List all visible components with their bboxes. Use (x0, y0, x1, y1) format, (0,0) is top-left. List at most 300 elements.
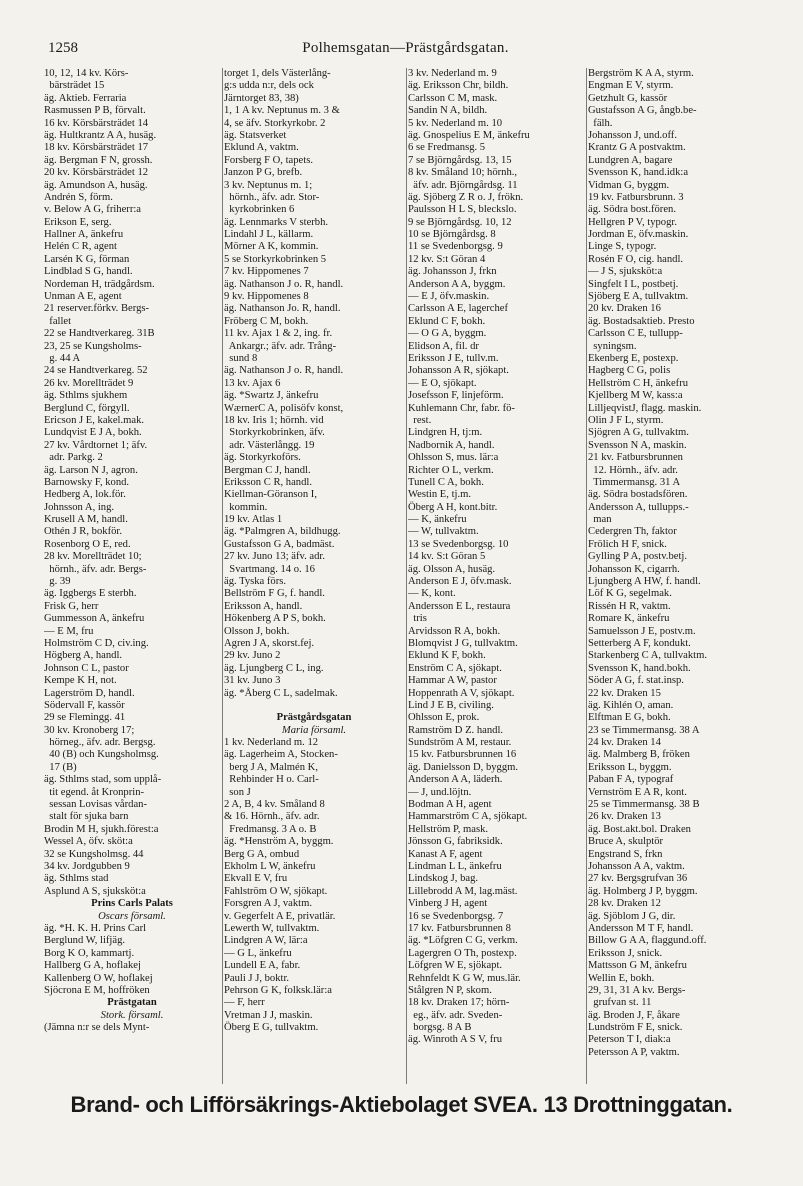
directory-line: Elftman E G, bokh. (588, 712, 671, 724)
directory-line: Stork. församl. (100, 1009, 164, 1021)
directory-line: Vidman G, byggm. (588, 179, 670, 191)
directory-line: Kanast A F, agent (408, 848, 483, 860)
directory-line: Engman E V, styrm. (588, 80, 674, 92)
directory-line: Othén J R, bokför. (44, 526, 122, 538)
directory-line: Gustafsson G A, badmäst. (224, 538, 335, 550)
directory-line: 31 kv. Juno 3 (224, 675, 281, 687)
directory-line: 28 kv. Morellträdet 10; (44, 551, 142, 563)
directory-line: WærnerC A, polisöfv konst, (224, 402, 344, 414)
directory-line: Hagberg C G, polis (588, 365, 671, 377)
directory-line: Linge S, typogr. (588, 241, 657, 253)
directory-line: 24 se Handtverkareg. 52 (44, 365, 148, 377)
directory-line: Nordeman H, trädgårdsm. (44, 278, 155, 290)
directory-line: Löfgren W E, sjökapt. (408, 960, 503, 972)
directory-line: Sjöberg E A, tullvaktm. (588, 291, 689, 303)
directory-line: Södervall F, kassör (44, 699, 125, 711)
directory-line: Mattsson G M, änkefru (588, 960, 687, 972)
directory-line: v. Below A G, friherr:a (44, 204, 141, 216)
directory-line: Gylling P A, postv.betj. (588, 551, 687, 563)
directory-line: Paulsson H L S, bleckslo. (408, 204, 517, 216)
directory-line: Lagerström D, handl. (44, 687, 135, 699)
directory-line: berg J A, Malmén K, (224, 761, 318, 773)
directory-line: 10, 12, 14 kv. Körs- (44, 68, 129, 79)
directory-line: 9 kv. Hippomenes 8 (224, 291, 309, 303)
directory-line: Fahlström O W, sjökapt. (224, 885, 328, 897)
directory-line: äg. Hultkrantz A A, husäg. (44, 129, 157, 141)
directory-line: Lind J E B, civiling. (408, 699, 494, 711)
directory-line: adr. Parkg. 2 (44, 452, 103, 464)
directory-line: Peterson T I, diak:a (588, 1034, 671, 1046)
directory-line: Storkyrkobrinken, äfv. (224, 427, 325, 439)
directory-line: äg. Sthlms sjukhem (44, 390, 128, 402)
directory-line: äg. Storkyrkoförs. (224, 452, 301, 464)
directory-line: Kiellman-Göranson I, (224, 489, 317, 501)
directory-line: 1, 1 A kv. Neptunus m. 3 & (224, 105, 340, 117)
directory-line: 5 se Storkyrkobrinken 5 (224, 253, 327, 265)
directory-line: Ekholm L W, änkefru (224, 861, 316, 872)
directory-line: Brodin M H, sjukh.förest:a (44, 823, 159, 835)
directory-line: Anderson A A, läderh. (408, 774, 503, 786)
directory-line: äg. Winroth A S V, fru (408, 1034, 503, 1046)
directory-line: 29 kv. Juno 2 (224, 650, 281, 662)
directory-column-2 (224, 68, 404, 1034)
directory-line: Berg G A, ombud (224, 848, 300, 860)
directory-line: Johansson A R, sjökapt. (408, 365, 509, 377)
directory-line: kommin. (224, 501, 268, 513)
directory-line: (Jämna n:r se dels Mynt- (44, 1022, 150, 1034)
directory-line: Barnowsky F, kond. (44, 476, 130, 488)
directory-line: Janzon P G, brefb. (224, 167, 303, 179)
directory-line: 3 kv. Neptunus m. 1; (224, 179, 313, 191)
directory-line: 13 kv. Ajax 6 (224, 377, 281, 389)
directory-line: — G L, änkefru (224, 947, 292, 959)
directory-line: äg. Sthlms stad, som upplå- (44, 774, 162, 786)
directory-line: Öberg E G, tullvaktm. (224, 1022, 319, 1034)
directory-line: Bergström K A A, styrm. (588, 68, 694, 79)
directory-line: Vernström E A R, kont. (588, 786, 687, 798)
directory-line: rest. (408, 414, 432, 426)
directory-line: syningsm. (588, 340, 637, 352)
directory-line: Lindskog J, bag. (408, 873, 479, 885)
directory-line: Pauli J J, boktr. (224, 972, 290, 984)
directory-line: Löf K G, segelmak. (588, 588, 672, 600)
directory-line: Hammarström C A, sjökapt. (408, 811, 528, 823)
directory-line: Lindgren A W, lär:a (224, 935, 308, 947)
directory-line: Wellin E, bokh. (588, 972, 655, 984)
directory-line: 11 se Svedenborgsg. 9 (408, 241, 503, 253)
directory-line: Richter O L, verkm. (408, 464, 494, 476)
directory-line: äg. Olsson A, husäg. (408, 563, 496, 575)
directory-line: Erikson E, serg. (44, 216, 112, 228)
directory-line: Nadbornik A, handl. (408, 439, 495, 451)
directory-line: äg. Lagerheim A, Stocken- (224, 749, 338, 761)
directory-line: Forsberg F O, tapets. (224, 154, 313, 166)
directory-line: äg. Nathanson Jo. R, handl. (224, 303, 341, 315)
directory-line: Svensson K, hand.bokh. (588, 662, 691, 674)
directory-line: Oscars församl. (98, 910, 166, 922)
directory-line: Borg K O, kammartj. (44, 947, 135, 959)
directory-line: äg. Sthlms stad (44, 873, 109, 885)
directory-line: Ohlsson E, prok. (408, 712, 480, 724)
directory-line: Högberg A, handl. (44, 650, 123, 662)
directory-line: Hökenberg A P S, bokh. (224, 613, 326, 625)
directory-line: Kempe K H, not. (44, 675, 117, 687)
directory-line: Ericson J E, kakel.mak. (44, 414, 145, 426)
directory-line: Rasmussen P B, förvalt. (44, 105, 146, 117)
directory-line: äg. *Palmgren A, bildhugg. (224, 526, 341, 538)
directory-line: Lundell E A, fabr. (224, 960, 301, 972)
directory-line: — O G A, byggm. (408, 328, 487, 340)
directory-line: Gummesson A, änkefru (44, 613, 145, 625)
directory-line: Svensson N A, maskin. (588, 439, 687, 451)
directory-line: 25 se Timmermansg. 38 B (588, 799, 700, 811)
directory-line: — E O, sjökapt. (408, 377, 477, 389)
directory-line: Andrén S, förm. (44, 191, 113, 203)
directory-line: Olin J F L, styrm. (588, 414, 664, 426)
directory-line: Fröberg C M, bokh. (224, 315, 309, 327)
directory-line: Prins Carls Palats (91, 898, 173, 910)
directory-line: Johnsson A, ing. (44, 501, 115, 513)
directory-line: 18 kv. Körsbärsträdet 17 (44, 142, 149, 154)
directory-line: 22 se Handtverkareg. 31B (44, 328, 155, 340)
directory-line: Anderson A A, byggm. (408, 278, 506, 290)
directory-line: 13 se Svedenborgsg. 10 (408, 538, 509, 550)
directory-line: Eriksson J, snick. (588, 947, 663, 959)
directory-line: Rosén F O, cig. handl. (588, 253, 684, 265)
directory-line: Eriksson J E, tullv.m. (408, 352, 499, 364)
directory-column-3 (408, 68, 584, 1047)
directory-line: Rosenborg O E, red. (44, 538, 131, 550)
directory-line: Svartmang. 14 o. 16 (224, 563, 315, 575)
directory-line: Bruce A, skulptör (588, 836, 664, 848)
directory-line: Engstrand S, frkn (588, 848, 663, 860)
directory-line: Josefsson F, linjeförm. (408, 390, 504, 402)
directory-line: Petersson A P, vaktm. (588, 1046, 680, 1058)
directory-line: Lundgren A, bagare (588, 154, 673, 166)
directory-line: Ljungberg A HW, f. handl. (588, 576, 701, 588)
directory-line (224, 700, 404, 712)
directory-line: — E J, öfv.maskin. (408, 291, 490, 303)
directory-line: Kuhlemann Chr, fabr. fö- (408, 402, 515, 414)
directory-line: äg. Johansson J, frkn (408, 266, 497, 278)
directory-line: Hammar A W, pastor (408, 675, 497, 687)
directory-line: Setterberg A F, kondukt. (588, 637, 691, 649)
directory-line: Starkenberg C A, tullvaktm. (588, 650, 707, 662)
directory-line: 17 (B) (44, 761, 77, 773)
directory-line: Krantz G A postvaktm. (588, 142, 686, 154)
page-number: 1258 (48, 40, 78, 56)
directory-line: äg. *Löfgren C G, verkm. (408, 935, 518, 947)
directory-line: Lagergren O Th, postexp. (408, 947, 517, 959)
directory-line: Berglund W, lifjäg. (44, 935, 126, 947)
directory-line: Olsson J, bokh. (224, 625, 290, 637)
directory-line: 32 se Kungsholmsg. 44 (44, 848, 144, 860)
directory-line: äg. Larson N J, agron. (44, 464, 138, 476)
directory-line: äg. Nathanson J o. R, handl. (224, 365, 344, 377)
directory-line: Eklund C F, bokh. (408, 315, 486, 327)
directory-line: — E M, fru (44, 625, 94, 637)
directory-line: 9 se Björngårdsg. 10, 12 (408, 216, 512, 228)
directory-line: 23, 25 se Kungsholms- (44, 340, 142, 352)
directory-line: äg. Holmberg J P, byggm. (588, 885, 698, 897)
directory-line: Lundström F E, snick. (588, 1022, 683, 1034)
directory-line: Eklund A, vaktm. (224, 142, 299, 154)
directory-line: 27 kv. Juno 13; äfv. adr. (224, 551, 326, 563)
directory-line: 22 kv. Draken 15 (588, 687, 661, 699)
directory-line: äg. *H. K. H. Prins Carl (44, 922, 147, 934)
directory-line: Vretman J J, maskin. (224, 1009, 313, 1021)
directory-line: Svensson K, hand.idk:a (588, 167, 689, 179)
directory-line: Pehrson G K, folksk.lär:a (224, 984, 332, 996)
directory-line: — K, kont. (408, 588, 456, 600)
directory-line: 23 se Timmermansg. 38 A (588, 724, 700, 736)
directory-line: — J, und.löjtn. (408, 786, 472, 798)
directory-line: Romare K, änkefru (588, 613, 670, 625)
directory-line: Jönsson G, fabriksidk. (408, 836, 503, 848)
directory-line: 34 kv. Jordgubben 9 (44, 861, 130, 872)
directory-line: Öberg A H, kont.bitr. (408, 501, 498, 513)
directory-line: 40 (B) och Kungsholmsg. (44, 749, 159, 761)
directory-line: äg. Tyska förs. (224, 576, 287, 588)
directory-line: Järntorget 83, 38) (224, 92, 299, 104)
directory-line: Wessel A, öfv. sköt:a (44, 836, 133, 848)
directory-line: Paban F A, typograf (588, 774, 674, 786)
directory-line: Johansson K, cigarrh. (588, 563, 680, 575)
directory-line: Lindblad S G, handl. (44, 266, 133, 278)
directory-line: Rissén H R, vaktm. (588, 600, 671, 612)
column-divider (222, 68, 223, 1084)
directory-column-4 (588, 68, 764, 1059)
directory-line: Blomqvist J G, tullvaktm. (408, 637, 518, 649)
directory-line: sund 8 (224, 352, 258, 364)
directory-line: Bergman C J, handl. (224, 464, 311, 476)
directory-line: äg. Aktieb. Ferraria (44, 92, 127, 104)
directory-line: Lewerth W, tullvaktm. (224, 922, 320, 934)
directory-line: Elidson A, fil. dr (408, 340, 479, 352)
directory-line: 12. Hörnh., äfv. adr. (588, 464, 678, 476)
directory-line: Bodman A H, agent (408, 799, 492, 811)
directory-line: Asplund A S, sjuksköt:a (44, 885, 146, 897)
directory-line: adr. Västerlångg. 19 (224, 439, 315, 451)
directory-line: Rehbinder H o. Carl- (224, 774, 319, 786)
directory-line: Sandin N A, bildh. (408, 105, 488, 117)
page-header (48, 40, 763, 66)
directory-line: Arvidsson R A, bokh. (408, 625, 501, 637)
directory-line: Hellström C H, änkefru (588, 377, 689, 389)
directory-line: Anderson E J, öfv.mask. (408, 576, 512, 588)
directory-line: 18 kv. Draken 17; hörn- (408, 997, 510, 1009)
directory-line: Prästgatan (107, 997, 157, 1009)
directory-line: LilljeqvistJ, flagg. maskin. (588, 402, 702, 414)
directory-line: Frölich H F, snick. (588, 538, 667, 550)
directory-line: Mörner A K, kommin. (224, 241, 319, 253)
directory-line: äg. Södra bostadsfören. (588, 489, 688, 501)
column-divider (406, 68, 407, 1084)
directory-line: eg., äfv. adr. Sveden- (408, 1009, 503, 1021)
directory-line: 16 kv. Körsbärsträdet 14 (44, 117, 149, 129)
directory-line: Enström C A, sjökapt. (408, 662, 502, 674)
directory-line: 7 se Björngårdsg. 13, 15 (408, 154, 512, 166)
directory-line: Johnson C L, pastor (44, 662, 129, 674)
directory-line: äg. Iggbergs E sterbh. (44, 588, 137, 600)
directory-line: Ohlsson S, mus. lär:a (408, 452, 499, 464)
directory-line: man (588, 514, 612, 526)
directory-line: 20 kv. Körsbärsträdet 12 (44, 167, 149, 179)
directory-line: äg. Ljungberg C L, ing. (224, 662, 324, 674)
directory-line: 27 kv. Vårdtornet 1; äfv. (44, 439, 148, 451)
directory-line: Lindgren H, tj:m. (408, 427, 483, 439)
directory-line: Hellström P, mask. (408, 823, 489, 835)
directory-line: — K, änkefru (408, 514, 467, 526)
directory-line: äg. Sjöblom J G, dir. (588, 910, 676, 922)
directory-line: Tunell C A, bokh. (408, 476, 484, 488)
directory-columns (44, 68, 764, 1088)
directory-line: Ekvall E V, fru (224, 873, 288, 885)
directory-line: Andersson A, tullupps.- (588, 501, 689, 513)
directory-line: äg. Lennmarks V sterbh. (224, 216, 329, 228)
directory-line: hörneg., äfv. adr. Bergsg. (44, 737, 156, 749)
directory-line: 24 kv. Draken 14 (588, 737, 661, 749)
column-divider (586, 68, 587, 1084)
directory-line: tit egend. åt Kronprin- (44, 786, 145, 798)
directory-line: v. Gegerfelt A E, privatlär. (224, 910, 336, 922)
directory-line: Eriksson A, handl. (224, 600, 303, 612)
directory-line: torget 1, dels Västerlång- (224, 68, 331, 79)
directory-line: 19 kv. Fatbursbrunn. 3 (588, 191, 684, 203)
directory-line: Vinberg J H, agent (408, 898, 488, 910)
directory-line: g:s udda n:r, dels ock (224, 80, 314, 92)
directory-line: Bellström F G, f. handl. (224, 588, 325, 600)
directory-line: äg. Kihlén O, aman. (588, 699, 674, 711)
directory-line: tris (408, 613, 427, 625)
directory-line: äfv. adr. Björngårdsg. 11 (408, 179, 518, 191)
directory-line: Berglund C, förgyll. (44, 402, 130, 414)
directory-line: 14 kv. S:t Göran 5 (408, 551, 486, 563)
directory-line: 17 kv. Fatbursbrunnen 8 (408, 922, 511, 934)
directory-line: fälh. (588, 117, 613, 129)
directory-line: äg. Gnospelius E M, änkefru (408, 129, 530, 141)
directory-line: borgsg. 8 A B (408, 1022, 472, 1034)
directory-line: Kjellberg M W, kass:a (588, 390, 683, 402)
directory-line: Lindman L L, änkefru (408, 861, 502, 872)
directory-line: äg. Amundson A, husäg. (44, 179, 148, 191)
directory-column-1 (44, 68, 220, 1034)
directory-line: 8 kv. Småland 10; hörnh., (408, 167, 518, 179)
directory-line: äg. Malmberg B, fröken (588, 749, 690, 761)
directory-line: Unman A E, agent (44, 291, 122, 303)
directory-line: äg. Bost.akt.bol. Draken (588, 823, 691, 835)
directory-line: — F, herr (224, 997, 265, 1009)
directory-line: Cedergren Th, faktor (588, 526, 677, 538)
directory-line: Carlsson A E, lagerchef (408, 303, 509, 315)
directory-line: 4, se äfv. Storkyrkobr. 2 (224, 117, 326, 129)
directory-line: äg. Broden J, F, åkare (588, 1009, 680, 1021)
directory-line: Singfelt I L, postbetj. (588, 278, 679, 290)
directory-line: 29, 31, 31 A kv. Bergs- (588, 984, 686, 996)
directory-line: Ekenberg E, postexp. (588, 352, 679, 364)
directory-line: Kallenberg O W, hoflakej (44, 972, 153, 984)
directory-line: Helén C R, agent (44, 241, 117, 253)
directory-line: 12 kv. S:t Göran 4 (408, 253, 486, 265)
directory-line: 26 kv. Draken 13 (588, 811, 661, 823)
directory-line: 3 kv. Nederland m. 9 (408, 68, 497, 79)
directory-line: son J (224, 786, 251, 798)
directory-line: 16 se Svedenborgsg. 7 (408, 910, 504, 922)
directory-line: Hoppenrath A V, sjökapt. (408, 687, 515, 699)
directory-line: äg. Eriksson Chr, bildh. (408, 80, 509, 92)
directory-line: Carlsson C E, tullupp- (588, 328, 683, 340)
directory-line: Johansson J, und.off. (588, 129, 677, 141)
directory-line: hörnh., äfv. adr. Bergs- (44, 563, 147, 575)
directory-line: Westin E, tj.m. (408, 489, 471, 501)
directory-line: Ankargr.; äfv. adr. Trång- (224, 340, 337, 352)
directory-line: äg. *Åberg C L, sadelmak. (224, 687, 338, 699)
directory-line: Getzhult G, kassör (588, 92, 668, 104)
directory-line: 28 kv. Draken 12 (588, 898, 661, 910)
directory-line: Eriksson C R, handl. (224, 476, 312, 488)
directory-line: fallet (44, 315, 72, 327)
directory-line: Timmermansg. 31 A (588, 476, 681, 488)
directory-line: Sundström A M, restaur. (408, 737, 512, 749)
directory-line: Maria församl. (281, 724, 347, 736)
directory-line: 21 reserver.förkv. Bergs- (44, 303, 150, 315)
directory-line: Jordman E, öfv.maskin. (588, 229, 689, 241)
directory-line: & 16. Hörnh., äfv. adr. (224, 811, 320, 823)
directory-line: Lillebrodd A M, lag.mäst. (408, 885, 518, 897)
directory-line: 20 kv. Draken 16 (588, 303, 661, 315)
directory-line: — J S, sjuksköt:a (588, 266, 663, 278)
directory-line: äg. Sjöberg Z R o. J, frökn. (408, 191, 524, 203)
directory-line: Andersson M T F, handl. (588, 922, 694, 934)
footer-advertisement: Brand- och Lifförsäkrings-Aktiebolaget SVEA. 13 Drottninggatan. (70, 1092, 733, 1117)
directory-line: bärsträdet 15 (44, 80, 105, 92)
directory-line: Andersson E L, restaura (408, 600, 511, 612)
directory-line: sessan Lovisas vårdan- (44, 799, 147, 811)
directory-line: Rehnfeldt K G W, mus.lär. (408, 972, 521, 984)
directory-line: Lundqvist E J A, bokh. (44, 427, 142, 439)
directory-line: 19 kv. Atlas 1 (224, 514, 283, 526)
directory-line: Eklund K F, bokh. (408, 650, 486, 662)
directory-line: Frisk G, herr (44, 600, 99, 612)
directory-line: Lindahl J L, källarm. (224, 229, 314, 241)
directory-line: hörnh., äfv. adr. Stor- (224, 191, 320, 203)
directory-line: 27 kv. Bergsgrufvan 36 (588, 873, 688, 885)
directory-line: 30 kv. Kronoberg 17; (44, 724, 135, 736)
directory-line: Agren J A, skorst.fej. (224, 637, 315, 649)
directory-line: grufvan st. 11 (588, 997, 652, 1009)
directory-line: 26 kv. Morellträdet 9 (44, 377, 134, 389)
directory-line: 29 se Flemingg. 41 (44, 712, 126, 724)
directory-line: Holmström C D, civ.ing. (44, 637, 149, 649)
directory-line: äg. *Henström A, byggm. (224, 836, 334, 848)
directory-line: Sjögren A G, tullvaktm. (588, 427, 689, 439)
page-title: Polhemsgatan—Prästgårdsgatan. (302, 40, 509, 56)
directory-line: 6 se Fredmansg. 5 (408, 142, 486, 154)
directory-line: 7 kv. Hippomenes 7 (224, 266, 309, 278)
directory-line: Gustafsson A G, ångb.be- (588, 105, 697, 117)
directory-line: Ramström D Z. handl. (408, 724, 504, 736)
directory-line: stalt för sjuka barn (44, 811, 129, 823)
directory-line: g. 44 A (44, 352, 81, 364)
directory-line: äg. *Swartz J, änkefru (224, 390, 319, 402)
directory-line: 5 kv. Nederland m. 10 (408, 117, 503, 129)
directory-line: äg. Nathanson J o. R, handl. (224, 278, 344, 290)
directory-line: 21 kv. Fatbursbrunnen (588, 452, 683, 464)
directory-line: Carlsson C M, mask. (408, 92, 498, 104)
directory-line: Eriksson L, byggm. (588, 761, 672, 773)
directory-line: kyrkobrinken 6 (224, 204, 295, 216)
directory-line: Krusell A M, handl. (44, 514, 128, 526)
